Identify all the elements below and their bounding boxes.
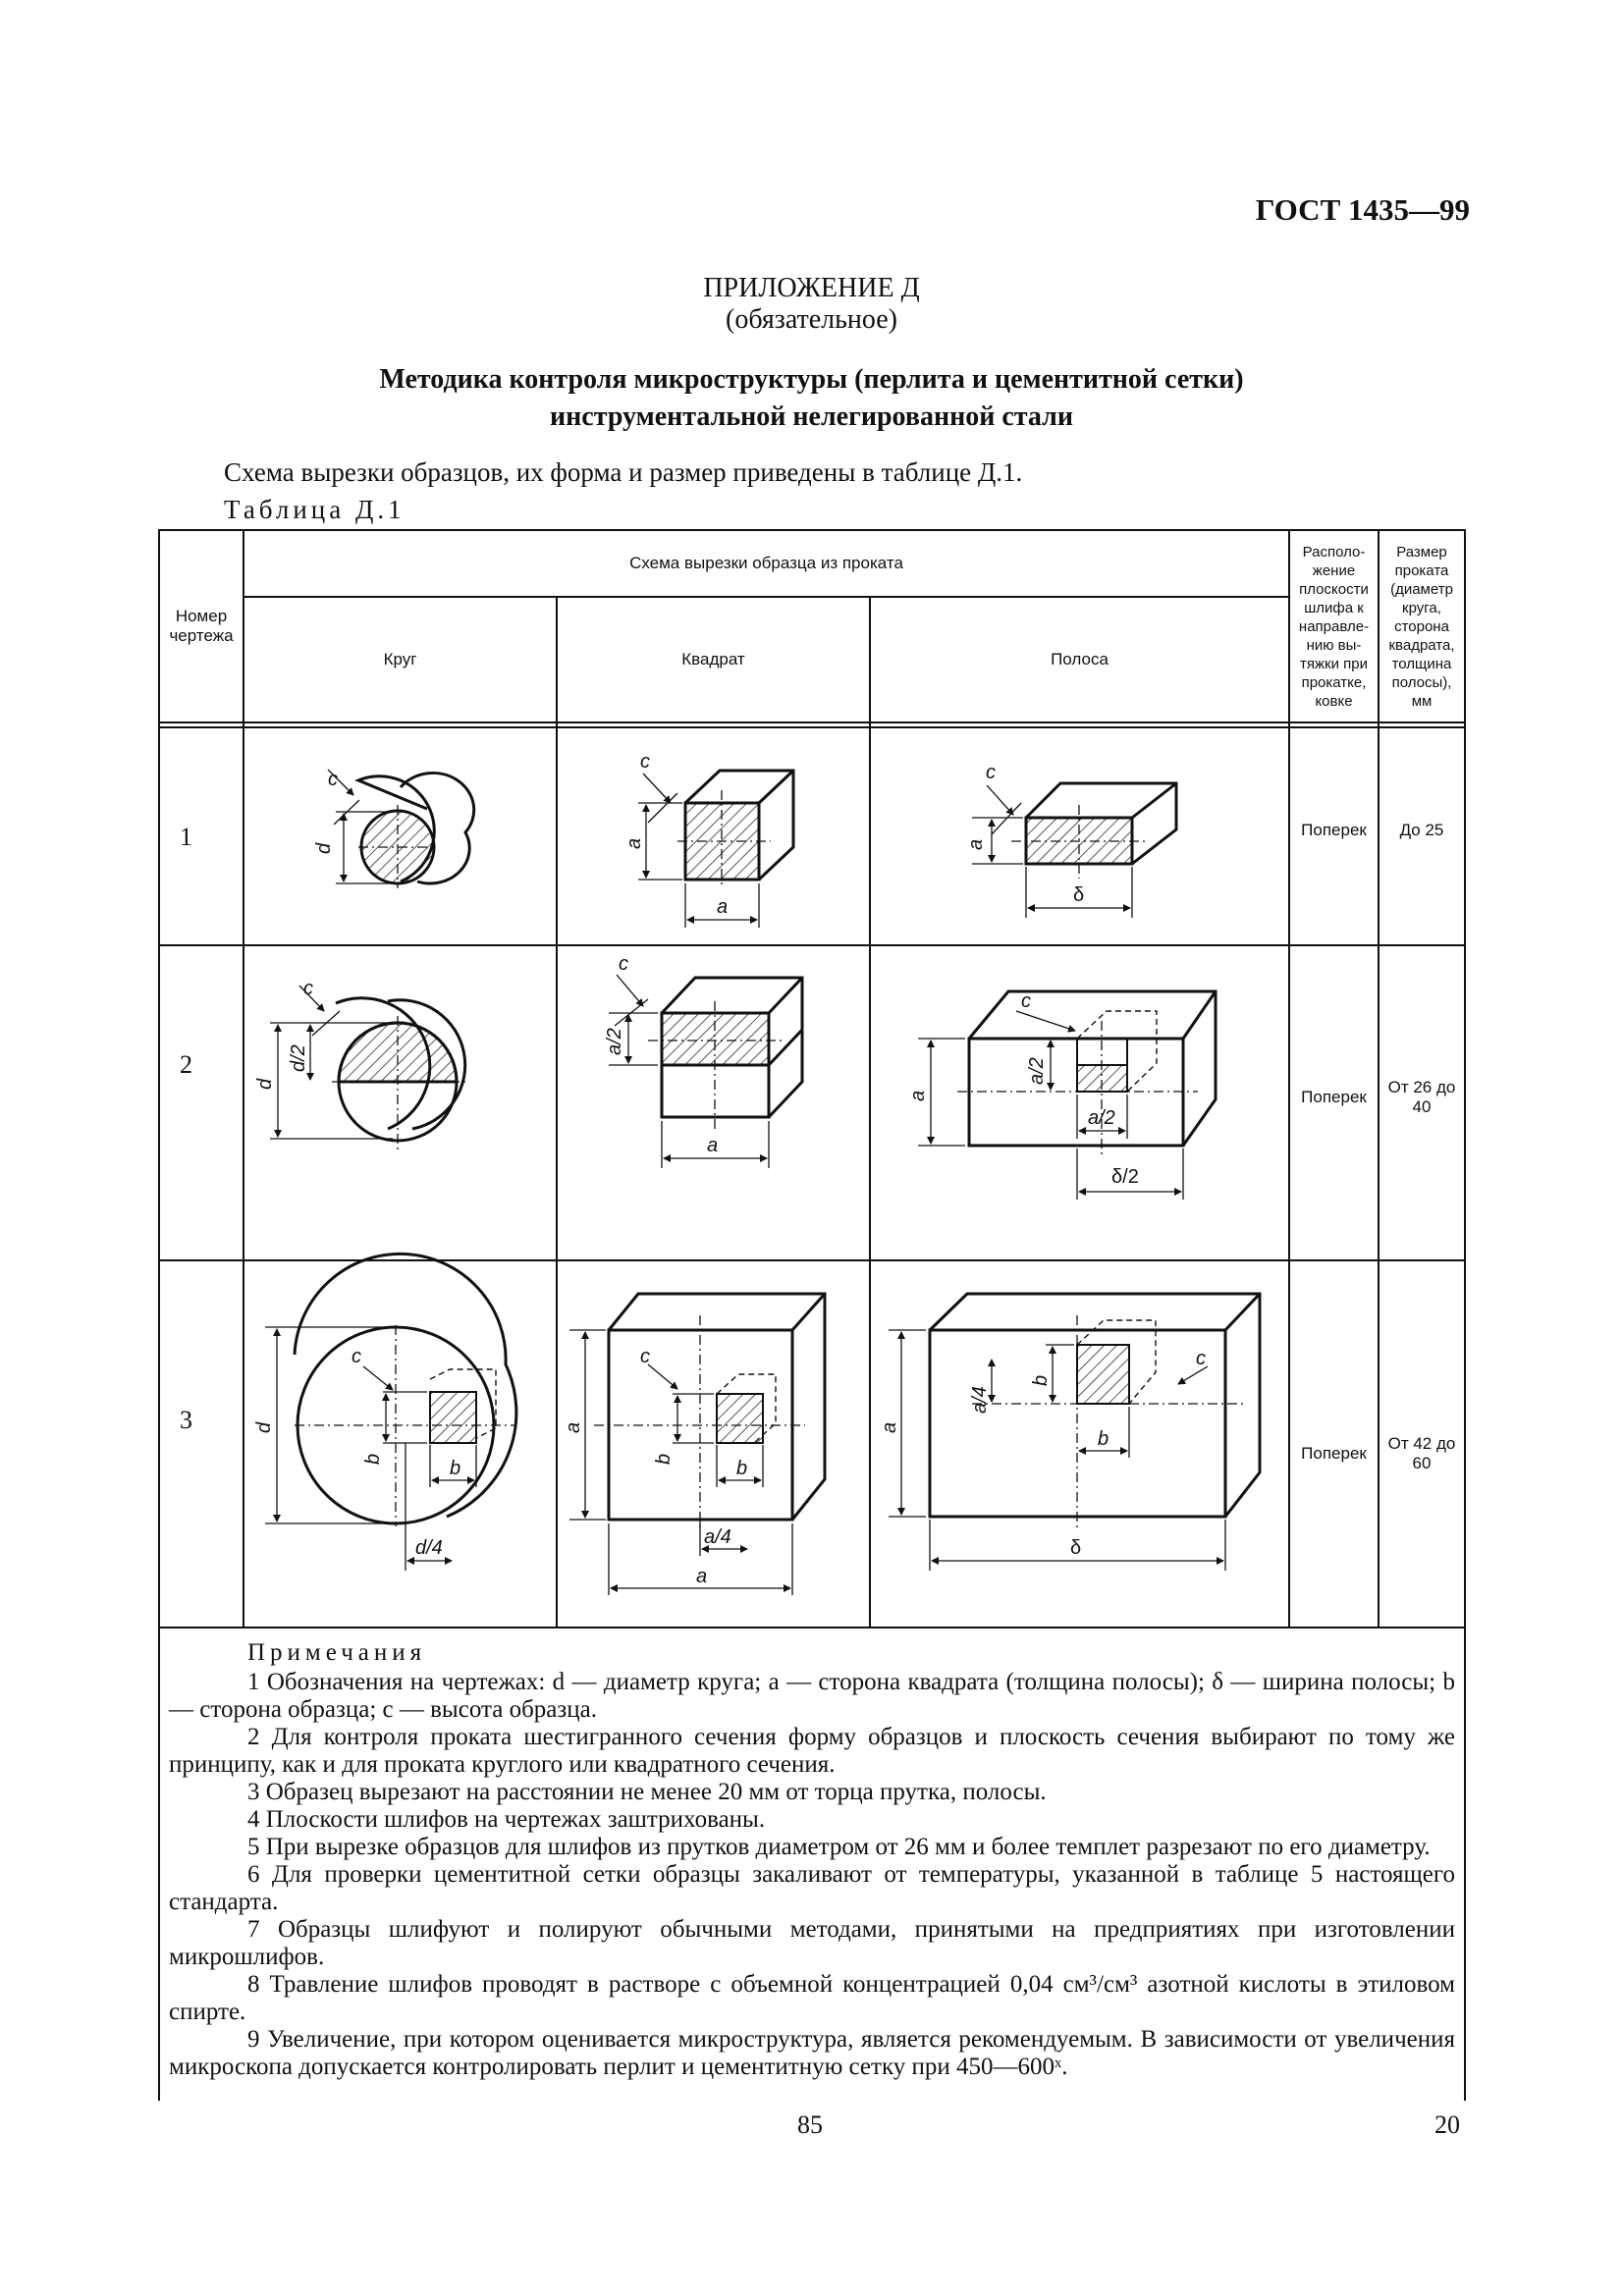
header-square: Квадрат bbox=[681, 650, 745, 668]
note-item: 7 Образцы шлифуют и полируют обычными методами, принятыми на предприятиях при изготовлении микрошлифов. bbox=[169, 1916, 1455, 1970]
dim-label-b: b bbox=[736, 1458, 748, 1479]
dim-label-b: b bbox=[362, 1453, 384, 1465]
dim-label-c: c bbox=[352, 1346, 361, 1367]
dim-label-a: a bbox=[696, 1566, 708, 1587]
drawing-square-row2 bbox=[609, 975, 802, 1168]
row-size: От 26 до 40 bbox=[1387, 1078, 1456, 1116]
page-number-right: 20 bbox=[1434, 2110, 1460, 2139]
dim-label-a: a bbox=[907, 1090, 929, 1101]
dim-label-d-half: d/2 bbox=[288, 1044, 309, 1072]
table-caption: Таблица Д.1 bbox=[224, 495, 406, 524]
dim-label-delta-half: δ/2 bbox=[1111, 1166, 1139, 1188]
dim-label-c: c bbox=[619, 953, 628, 975]
method-title-line1: Методика контроля микроструктуры (перлита и цементитной сетки) bbox=[379, 364, 1244, 395]
dim-label-a: a bbox=[563, 1421, 584, 1433]
dim-label-a: a bbox=[879, 1421, 900, 1433]
dim-label-d: d bbox=[254, 1078, 276, 1090]
drawing-strip-row3 bbox=[889, 1294, 1260, 1571]
dim-label-b: b bbox=[1098, 1428, 1109, 1450]
dim-label-a: a bbox=[717, 896, 729, 918]
dim-label-delta: δ bbox=[1070, 1537, 1082, 1559]
dim-label-d: d bbox=[253, 1421, 275, 1433]
row-position: Поперек bbox=[1301, 1444, 1367, 1463]
dim-label-a-half: a/2 bbox=[1026, 1057, 1048, 1085]
note-item: 6 Для проверки цементитной сетки образцы закаливают от температуры, указанной в таблице 5 настоящего стандарта. bbox=[169, 1861, 1455, 1915]
dim-label-a-half: a/2 bbox=[604, 1028, 625, 1055]
dim-label-c: c bbox=[640, 751, 650, 773]
dim-label-b: b bbox=[653, 1453, 675, 1465]
header-size: Размер проката (диаметр круга, сторона квадрата, толщина полосы), мм bbox=[1388, 543, 1455, 710]
dim-label-d-quarter: d/4 bbox=[415, 1537, 443, 1559]
row-number: 2 bbox=[180, 1050, 192, 1079]
page-number-center: 85 bbox=[797, 2110, 823, 2139]
header-number: Номер чертежа bbox=[169, 607, 234, 645]
standard-number: ГОСТ 1435—99 bbox=[1255, 192, 1470, 227]
dim-label-a: a bbox=[965, 838, 987, 850]
row-number: 1 bbox=[180, 823, 192, 851]
drawing-square-row1 bbox=[638, 771, 793, 928]
dim-label-delta: δ bbox=[1073, 884, 1085, 906]
notes-header: Примечания bbox=[247, 1639, 427, 1666]
header-scheme: Схема вырезки образца из проката bbox=[629, 554, 903, 572]
dim-label-a: a bbox=[623, 837, 645, 849]
note-item: 3 Образец вырезают на расстоянии не менее 20 мм от торца прутка, полосы. bbox=[247, 1779, 1047, 1805]
drawing-circle-row1 bbox=[328, 770, 474, 888]
dim-label-c: c bbox=[328, 769, 338, 790]
dim-label-c: c bbox=[1196, 1348, 1206, 1369]
row-size: От 42 до 60 bbox=[1387, 1434, 1456, 1472]
row-size: До 25 bbox=[1399, 821, 1444, 839]
dim-label-b: b bbox=[450, 1458, 461, 1479]
drawing-square-row3 bbox=[569, 1294, 825, 1595]
dim-label-c: c bbox=[1021, 990, 1031, 1012]
dim-label-c: c bbox=[640, 1346, 650, 1367]
drawing-circle-row3 bbox=[265, 1254, 516, 1571]
header-strip: Полоса bbox=[1051, 650, 1109, 668]
row-number: 3 bbox=[180, 1406, 192, 1434]
header-position: Располо-жение плоскости шлифа к направле-нию вы-тяжки при прокатке, ковке bbox=[1298, 543, 1370, 710]
header-circle: Круг bbox=[383, 650, 417, 668]
note-item: 5 При вырезке образцов для шлифов из прутков диаметром от 26 мм и более темплет разрезают по его диаметру. bbox=[247, 1834, 1431, 1860]
note-item: 2 Для контроля проката шестигранного сечения форму образцов и плоскость сечения выбирают по тому же принципу, как и для проката круглого или квадратного сечения. bbox=[169, 1724, 1455, 1778]
dim-label-b: b bbox=[1030, 1374, 1052, 1386]
intro-text: Схема вырезки образцов, их форма и размер приведены в таблице Д.1. bbox=[224, 457, 1023, 487]
dim-label-d: d bbox=[313, 842, 335, 854]
dim-label-c: c bbox=[986, 762, 996, 783]
note-item: 4 Плоскости шлифов на чертежах заштрихованы. bbox=[247, 1806, 766, 1833]
method-title-line2: инструментальной нелегированной стали bbox=[550, 401, 1073, 432]
appendix-status: (обязательное) bbox=[726, 304, 897, 335]
dim-label-a-half: a/2 bbox=[1088, 1107, 1115, 1129]
dim-label-a: a bbox=[707, 1135, 719, 1156]
dim-label-c: c bbox=[303, 978, 313, 999]
dim-label-a-quarter: a/4 bbox=[704, 1526, 731, 1548]
drawing-strip-row2 bbox=[918, 991, 1216, 1200]
note-item: 1 Обозначения на чертежах: d — диаметр круга; a — сторона квадрата (толщина полосы); δ — ширина полосы; b — сторона образца; c — высота образца. bbox=[169, 1669, 1455, 1723]
notes bbox=[169, 1639, 1455, 2081]
note-item: 8 Травление шлифов проводят в растворе с объемной концентрацией 0,04 см³/см³ азотной кислоты в этиловом спирте. bbox=[169, 1971, 1455, 2025]
row-position: Поперек bbox=[1301, 821, 1367, 839]
note-item: 9 Увеличение, при котором оценивается микроструктура, является рекомендуемым. В зависимости от увеличения микроскопа допускается контролировать перлит и цементитную сетку при 450—600ˣ. bbox=[169, 2026, 1455, 2080]
row-position: Поперек bbox=[1301, 1088, 1367, 1106]
dim-label-a-quarter: a/4 bbox=[969, 1386, 991, 1414]
appendix-title: ПРИЛОЖЕНИЕ Д bbox=[703, 273, 920, 303]
